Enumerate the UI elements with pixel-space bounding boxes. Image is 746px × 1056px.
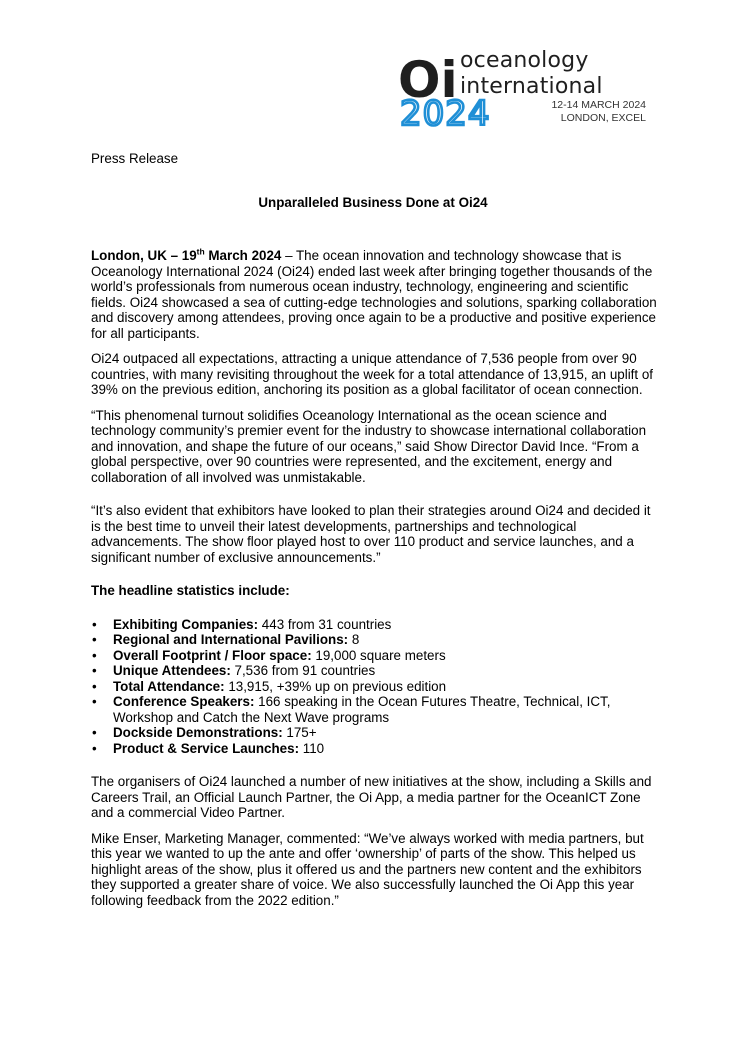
list-item [91, 741, 659, 757]
paragraph-1-text: – The ocean innovation and technology showcase that is Oceanology International 2024 (Oi24) ended last week after bringing together thousands of the world’s professionals from numerous ocean industry, technology, engineering and scientific fields. Oi24 showcased a sea of cutting-edge technologies and solutions, sparking collaboration and discovery among attendees, proving once again to be a productive and positive experience for all participants. [91, 248, 657, 341]
stat-value: 19,000 square meters [311, 647, 446, 663]
bullet: • [92, 647, 97, 663]
dateline-text: London, UK – 19 [91, 248, 197, 263]
bullet: • [92, 616, 97, 632]
stat-value: 110 [299, 740, 325, 756]
dateline-ordinal: th [196, 246, 205, 257]
list-item [91, 648, 659, 664]
list-item [91, 679, 659, 695]
logo-mark: Oi [398, 51, 458, 109]
stat-label: Unique Attendees: [113, 663, 231, 678]
paragraph-6: Mike Enser, Marketing Manager, commented: “We’ve always worked with media partners, but this year we wanted to up the ante and offer ‘ownership’ of parts of the show. This helped us highlight areas of the show, plus it offered us and the partners new content and the exhibitors they supported a greater share of voice. We also successfully launched the Oi App this year following feedback from the 2022 edition.” [91, 830, 644, 908]
stat-label: Dockside Demonstrations: [113, 725, 283, 740]
stat-label: Exhibiting Companies: [113, 616, 259, 632]
stat-label: Product & Service Launches: [113, 740, 300, 756]
bullet: • [92, 725, 97, 740]
logo-graphic [398, 47, 654, 129]
logo-dates: 12-14 MARCH 2024 [551, 99, 646, 111]
headline: Unparalleled Business Done at Oi24 [258, 195, 488, 210]
article-body [91, 248, 659, 908]
document-label: Press Release [91, 151, 179, 166]
logo-word-top: oceanology [460, 48, 589, 73]
stats-heading [91, 583, 659, 599]
list-item [91, 632, 659, 648]
stat-label: Regional and International Pavilions: [113, 632, 349, 647]
list-item [91, 725, 659, 741]
stat-value: 175+ [282, 725, 317, 740]
bullet: • [92, 740, 97, 756]
paragraph-2: Oi24 outpaced all expectations, attracting a unique attendance of 7,536 people from over 90 countries, with many revisiting throughout the week for a total attendance of 13,915, an uplift of 39% on the previous edition, anchoring its position as a global facilitator of ocean connection. [91, 351, 654, 397]
dateline-month: March 2024 [204, 248, 282, 263]
logo-word-bottom: international [460, 74, 603, 99]
stat-value: 443 from 31 countries [258, 616, 392, 632]
logo-year: 2024 [400, 94, 491, 129]
oceanology-international-logo [398, 47, 654, 129]
logo-venue: LONDON, EXCEL [560, 112, 646, 124]
paragraph-4: “It’s also evident that exhibitors have looked to plan their strategies around Oi24 and decided it is the best time to unveil their latest developments, partnerships and technological advancements. The show floor played host to over 110 product and service launches, and a significant number of exclusive announcements.” [91, 503, 651, 565]
stats-heading-text: The headline statistics include: [91, 583, 290, 598]
stat-label: Total Attendance: [113, 678, 225, 694]
bullet: • [92, 678, 97, 694]
stat-value: 13,915, +39% up on previous edition [224, 678, 447, 694]
paragraph-1 [91, 248, 659, 341]
stat-value: 8 [348, 632, 360, 647]
dateline [91, 248, 281, 263]
stat-value: 7,536 from 91 countries [230, 663, 376, 678]
bullet: • [92, 632, 97, 647]
paragraph-3: “This phenomenal turnout solidifies Oceanology International as the ocean science and technology community’s premier event for the industry to showcase international collaboration and innovation, and shape the future of our oceans,” said Show Director David Ince. “From a global perspective, over 90 countries were represented, and the excitement, energy and collaboration of all involved was unmistakable. [91, 407, 647, 485]
stat-label: Overall Footprint / Floor space: [113, 647, 312, 663]
paragraph-5: The organisers of Oi24 launched a number of new initiatives at the show, including a Skills and Careers Trail, an Official Launch Partner, the Oi App, a media partner for the OceanICT Zone and a commercial Video Partner. [91, 774, 652, 820]
bullet: • [92, 663, 97, 678]
stats-list [91, 617, 659, 757]
bullet: • [92, 694, 97, 709]
stat-label: Conference Speakers: [113, 694, 255, 709]
list-item [91, 694, 659, 725]
list-item [91, 663, 659, 679]
list-item [91, 617, 659, 633]
stat-value: 166 speaking in the Ocean Futures Theatre, Technical, ICT, Workshop and Catch the Next Wave programs [113, 694, 611, 725]
